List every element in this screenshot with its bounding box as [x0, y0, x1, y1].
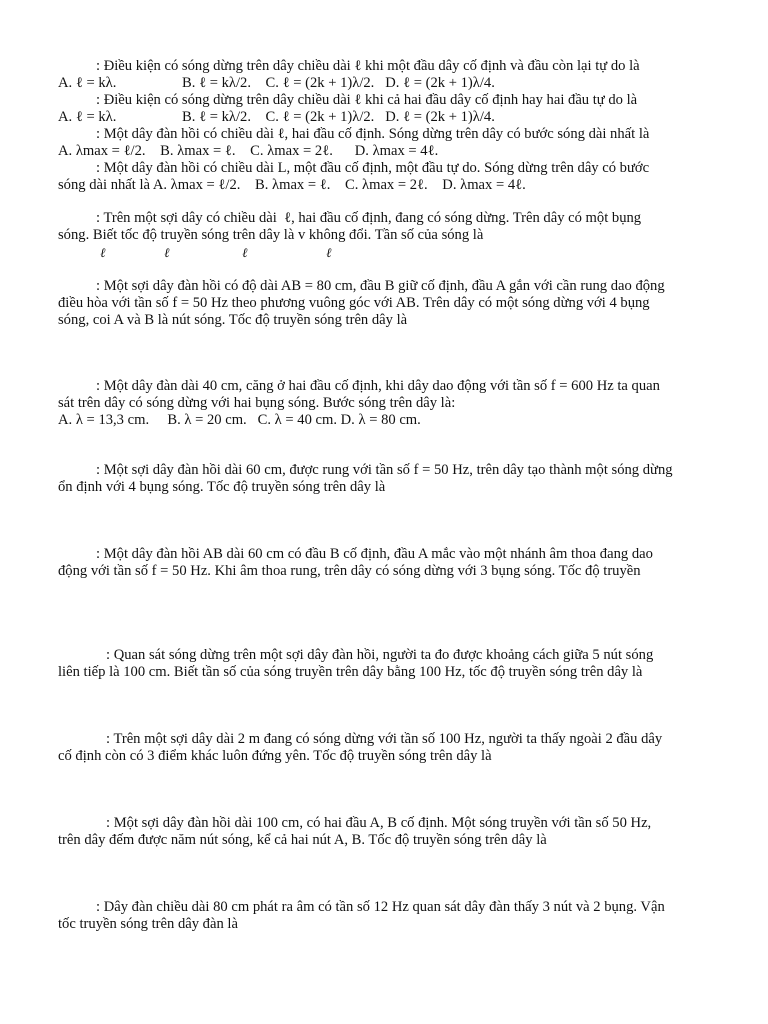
- q6-line2: điều hòa với tần số f = 50 Hz theo phương vuông góc với AB. Trên dây có một sóng dừng với 4 bụng: [58, 295, 650, 311]
- q10-line2: liên tiếp là 100 cm. Biết tần số của sóng truyền trên dây bằng 100 Hz, tốc độ truyền sóng trên dây là: [58, 664, 643, 680]
- q2-options: A. ℓ = kλ. B. ℓ = kλ/2. C. ℓ = (2k + 1)λ/2. D. ℓ = (2k + 1)λ/4.: [58, 109, 495, 125]
- q5-line2: sóng. Biết tốc độ truyền sóng trên dây là v không đổi. Tần số của sóng là: [58, 227, 484, 243]
- q4-line2: sóng dài nhất là A. λmax = ℓ/2. B. λmax = ℓ. C. λmax = 2ℓ. D. λmax = 4ℓ.: [58, 177, 526, 193]
- q6-line3: sóng, coi A và B là nút sóng. Tốc độ truyền sóng trên dây là: [58, 312, 408, 328]
- q3-stem: : Một dây đàn hồi có chiều dài ℓ, hai đầu cố định. Sóng dừng trên dây có bước sóng dài nhất là: [96, 126, 650, 142]
- q13-line2: tốc truyền sóng trên dây đàn là: [58, 916, 238, 932]
- q5-symbol-c: ℓ: [242, 245, 248, 260]
- q5-symbol-a: ℓ: [100, 245, 106, 260]
- q13-line1: : Dây đàn chiều dài 80 cm phát ra âm có tần số 12 Hz quan sát dây đàn thấy 3 nút và 2 bụng. Vận: [96, 899, 665, 915]
- q12-line2: trên dây đếm được năm nút sóng, kể cả hai nút A, B. Tốc độ truyền sóng trên dây là: [58, 832, 547, 848]
- q8-line2: ổn định với 4 bụng sóng. Tốc độ truyền sóng trên dây là: [58, 479, 386, 495]
- q5-symbol-b: ℓ: [164, 245, 170, 260]
- q9-line1: : Một dây đàn hồi AB dài 60 cm có đầu B cố định, đầu A mắc vào một nhánh âm thoa đang dao: [96, 546, 653, 562]
- q11-line2: cố định còn có 3 điểm khác luôn đứng yên. Tốc độ truyền sóng trên dây là: [58, 748, 492, 764]
- q2-stem: : Điều kiện có sóng dừng trên dây chiều dài ℓ khi cả hai đầu dây cố định hay hai đầu tự do là: [96, 92, 638, 108]
- q5-symbol-d: ℓ: [326, 245, 332, 260]
- q6-line1: : Một sợi dây đàn hồi có độ dài AB = 80 cm, đầu B giữ cố định, đầu A gắn với cần rung dao động: [96, 278, 665, 294]
- q11-line1: : Trên một sợi dây dài 2 m đang có sóng dừng với tần số 100 Hz, người ta thấy ngoài 2 đầu dây: [106, 731, 663, 747]
- q4-line1: : Một dây đàn hồi có chiều dài L, một đầu cố định, một đầu tự do. Sóng dừng trên dây có bước: [96, 160, 650, 176]
- q8-line1: : Một sợi dây đàn hồi dài 60 cm, được rung với tần số f = 50 Hz, trên dây tạo thành một sóng dừng: [96, 462, 673, 478]
- q1-options: A. ℓ = kλ. B. ℓ = kλ/2. C. ℓ = (2k + 1)λ/2. D. ℓ = (2k + 1)λ/4.: [58, 75, 495, 91]
- q7-line2: sát trên dây có sóng dừng với hai bụng sóng. Bước sóng trên dây là:: [58, 395, 456, 411]
- q9-line2: động với tần số f = 50 Hz. Khi âm thoa rung, trên dây có sóng dừng với 3 bụng sóng. Tốc độ truyền: [58, 563, 641, 579]
- q10-line1: : Quan sát sóng dừng trên một sợi dây đàn hồi, người ta đo được khoảng cách giữa 5 nút sóng: [106, 647, 654, 663]
- q3-options: A. λmax = ℓ/2. B. λmax = ℓ. C. λmax = 2ℓ. D. λmax = 4ℓ.: [58, 143, 439, 159]
- q1-stem: : Điều kiện có sóng dừng trên dây chiều dài ℓ khi một đầu dây cố định và đầu còn lại tự do là: [96, 58, 640, 74]
- q7-options: A. λ = 13,3 cm. B. λ = 20 cm. C. λ = 40 cm. D. λ = 80 cm.: [58, 412, 421, 428]
- q7-line1: : Một dây đàn dài 40 cm, căng ở hai đầu cố định, khi dây dao động với tần số f = 600 Hz ta quan: [96, 378, 660, 394]
- q5-line1: : Trên một sợi dây có chiều dài ℓ, hai đầu cố định, đang có sóng dừng. Trên dây có một bụng: [96, 210, 642, 226]
- q12-line1: : Một sợi dây đàn hồi dài 100 cm, có hai đầu A, B cố định. Một sóng truyền với tần số 50 Hz,: [106, 815, 652, 831]
